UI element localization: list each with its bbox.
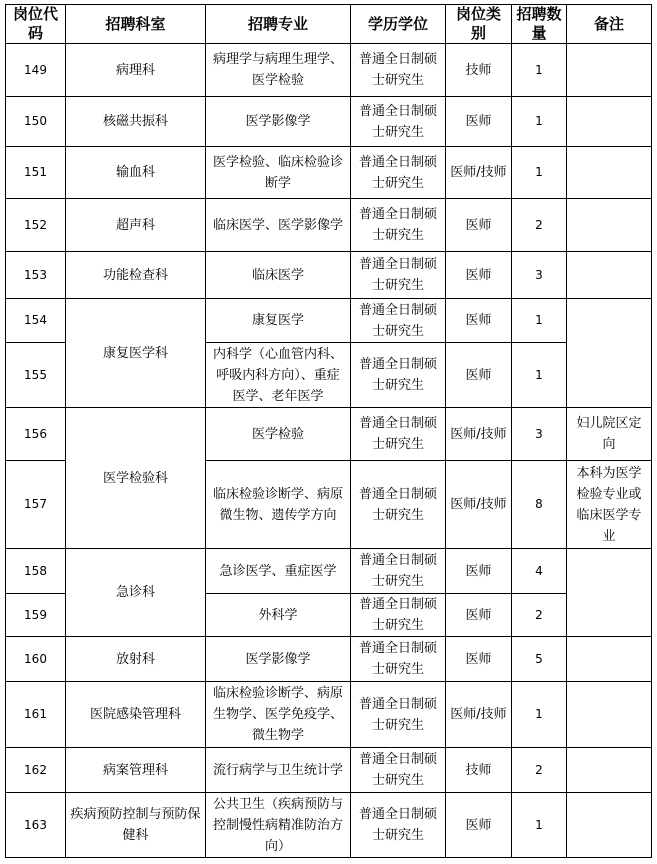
code-cell: 162 [6,748,66,793]
remark-cell [567,299,652,408]
table-row [6,408,652,461]
dept-cell: 输血科 [66,147,206,199]
count-cell: 5 [512,637,567,682]
category-cell: 医师 [446,343,512,408]
category-cell: 医师 [446,793,512,858]
category-cell: 医师 [446,299,512,343]
count-cell: 1 [512,44,567,97]
category-cell: 医师 [446,637,512,682]
education-cell: 普通全日制硕士研究生 [351,343,446,408]
code-cell: 163 [6,793,66,858]
dept-cell: 核磁共振科 [66,97,206,147]
dept-cell: 放射科 [66,637,206,682]
count-cell: 4 [512,549,567,594]
education-cell: 普通全日制硕士研究生 [351,793,446,858]
major-cell: 医学影像学 [206,97,351,147]
count-cell: 1 [512,343,567,408]
code-cell: 151 [6,147,66,199]
code-cell: 154 [6,299,66,343]
category-cell: 技师 [446,44,512,97]
dept-cell: 疾病预防控制与预防保健科 [66,793,206,858]
table-row [6,793,652,858]
major-cell: 临床医学、医学影像学 [206,199,351,252]
major-cell: 内科学（心血管内科、呼吸内科方向）、重症医学、老年医学 [206,343,351,408]
category-cell: 医师 [446,199,512,252]
code-cell: 150 [6,97,66,147]
table-row [6,637,652,682]
table-row [6,299,652,343]
education-cell: 普通全日制硕士研究生 [351,299,446,343]
table-row [6,549,652,594]
major-cell: 外科学 [206,594,351,637]
education-cell: 普通全日制硕士研究生 [351,199,446,252]
table-row [6,199,652,252]
remark-cell [567,637,652,682]
code-cell: 161 [6,682,66,748]
count-cell: 2 [512,748,567,793]
remark-cell: 本科为医学检验专业或临床医学专业 [567,461,652,549]
count-cell: 1 [512,793,567,858]
major-cell: 临床检验诊断学、病原生物学、医学免疫学、微生物学 [206,682,351,748]
code-cell: 159 [6,594,66,637]
count-cell: 1 [512,299,567,343]
major-cell: 公共卫生（疾病预防与控制慢性病精准防治方向） [206,793,351,858]
code-cell: 156 [6,408,66,461]
remark-cell [567,199,652,252]
category-cell: 医师/技师 [446,682,512,748]
remark-cell [567,252,652,299]
header-count: 招聘数量 [512,5,567,44]
dept-cell: 病理科 [66,44,206,97]
remark-cell [567,44,652,97]
code-cell: 157 [6,461,66,549]
header-dept: 招聘科室 [66,5,206,44]
table-row [6,147,652,199]
education-cell: 普通全日制硕士研究生 [351,549,446,594]
remark-cell [567,549,652,637]
major-cell: 医学检验、临床检验诊断学 [206,147,351,199]
education-cell: 普通全日制硕士研究生 [351,252,446,299]
major-cell: 康复医学 [206,299,351,343]
category-cell: 医师 [446,549,512,594]
dept-cell: 康复医学科 [66,299,206,408]
table-row [6,748,652,793]
major-cell: 流行病学与卫生统计学 [206,748,351,793]
code-cell: 153 [6,252,66,299]
count-cell: 3 [512,408,567,461]
category-cell: 医师/技师 [446,147,512,199]
count-cell: 2 [512,199,567,252]
remark-cell: 妇儿院区定向 [567,408,652,461]
category-cell: 医师 [446,252,512,299]
category-cell: 医师 [446,594,512,637]
category-cell: 医师 [446,97,512,147]
table-row [6,252,652,299]
code-cell: 160 [6,637,66,682]
education-cell: 普通全日制硕士研究生 [351,637,446,682]
remark-cell [567,147,652,199]
count-cell: 8 [512,461,567,549]
category-cell: 医师/技师 [446,461,512,549]
education-cell: 普通全日制硕士研究生 [351,147,446,199]
education-cell: 普通全日制硕士研究生 [351,594,446,637]
dept-cell: 医学检验科 [66,408,206,549]
table-row [6,44,652,97]
remark-cell [567,682,652,748]
education-cell: 普通全日制硕士研究生 [351,748,446,793]
dept-cell: 病案管理科 [66,748,206,793]
major-cell: 临床检验诊断学、病原微生物、遗传学方向 [206,461,351,549]
recruitment-table [5,4,652,858]
count-cell: 2 [512,594,567,637]
header-row [6,5,652,44]
education-cell: 普通全日制硕士研究生 [351,44,446,97]
education-cell: 普通全日制硕士研究生 [351,408,446,461]
count-cell: 1 [512,147,567,199]
education-cell: 普通全日制硕士研究生 [351,682,446,748]
code-cell: 158 [6,549,66,594]
table-row [6,682,652,748]
dept-cell: 医院感染管理科 [66,682,206,748]
dept-cell: 功能检查科 [66,252,206,299]
count-cell: 1 [512,682,567,748]
education-cell: 普通全日制硕士研究生 [351,461,446,549]
major-cell: 急诊医学、重症医学 [206,549,351,594]
count-cell: 1 [512,97,567,147]
major-cell: 临床医学 [206,252,351,299]
dept-cell: 超声科 [66,199,206,252]
header-code: 岗位代码 [6,5,66,44]
table-row [6,97,652,147]
education-cell: 普通全日制硕士研究生 [351,97,446,147]
code-cell: 149 [6,44,66,97]
code-cell: 155 [6,343,66,408]
header-major: 招聘专业 [206,5,351,44]
count-cell: 3 [512,252,567,299]
major-cell: 医学检验 [206,408,351,461]
code-cell: 152 [6,199,66,252]
major-cell: 病理学与病理生理学、医学检验 [206,44,351,97]
remark-cell [567,793,652,858]
dept-cell: 急诊科 [66,549,206,637]
header-remark: 备注 [567,5,652,44]
remark-cell [567,97,652,147]
header-category: 岗位类别 [446,5,512,44]
header-education: 学历学位 [351,5,446,44]
major-cell: 医学影像学 [206,637,351,682]
category-cell: 技师 [446,748,512,793]
category-cell: 医师/技师 [446,408,512,461]
remark-cell [567,748,652,793]
